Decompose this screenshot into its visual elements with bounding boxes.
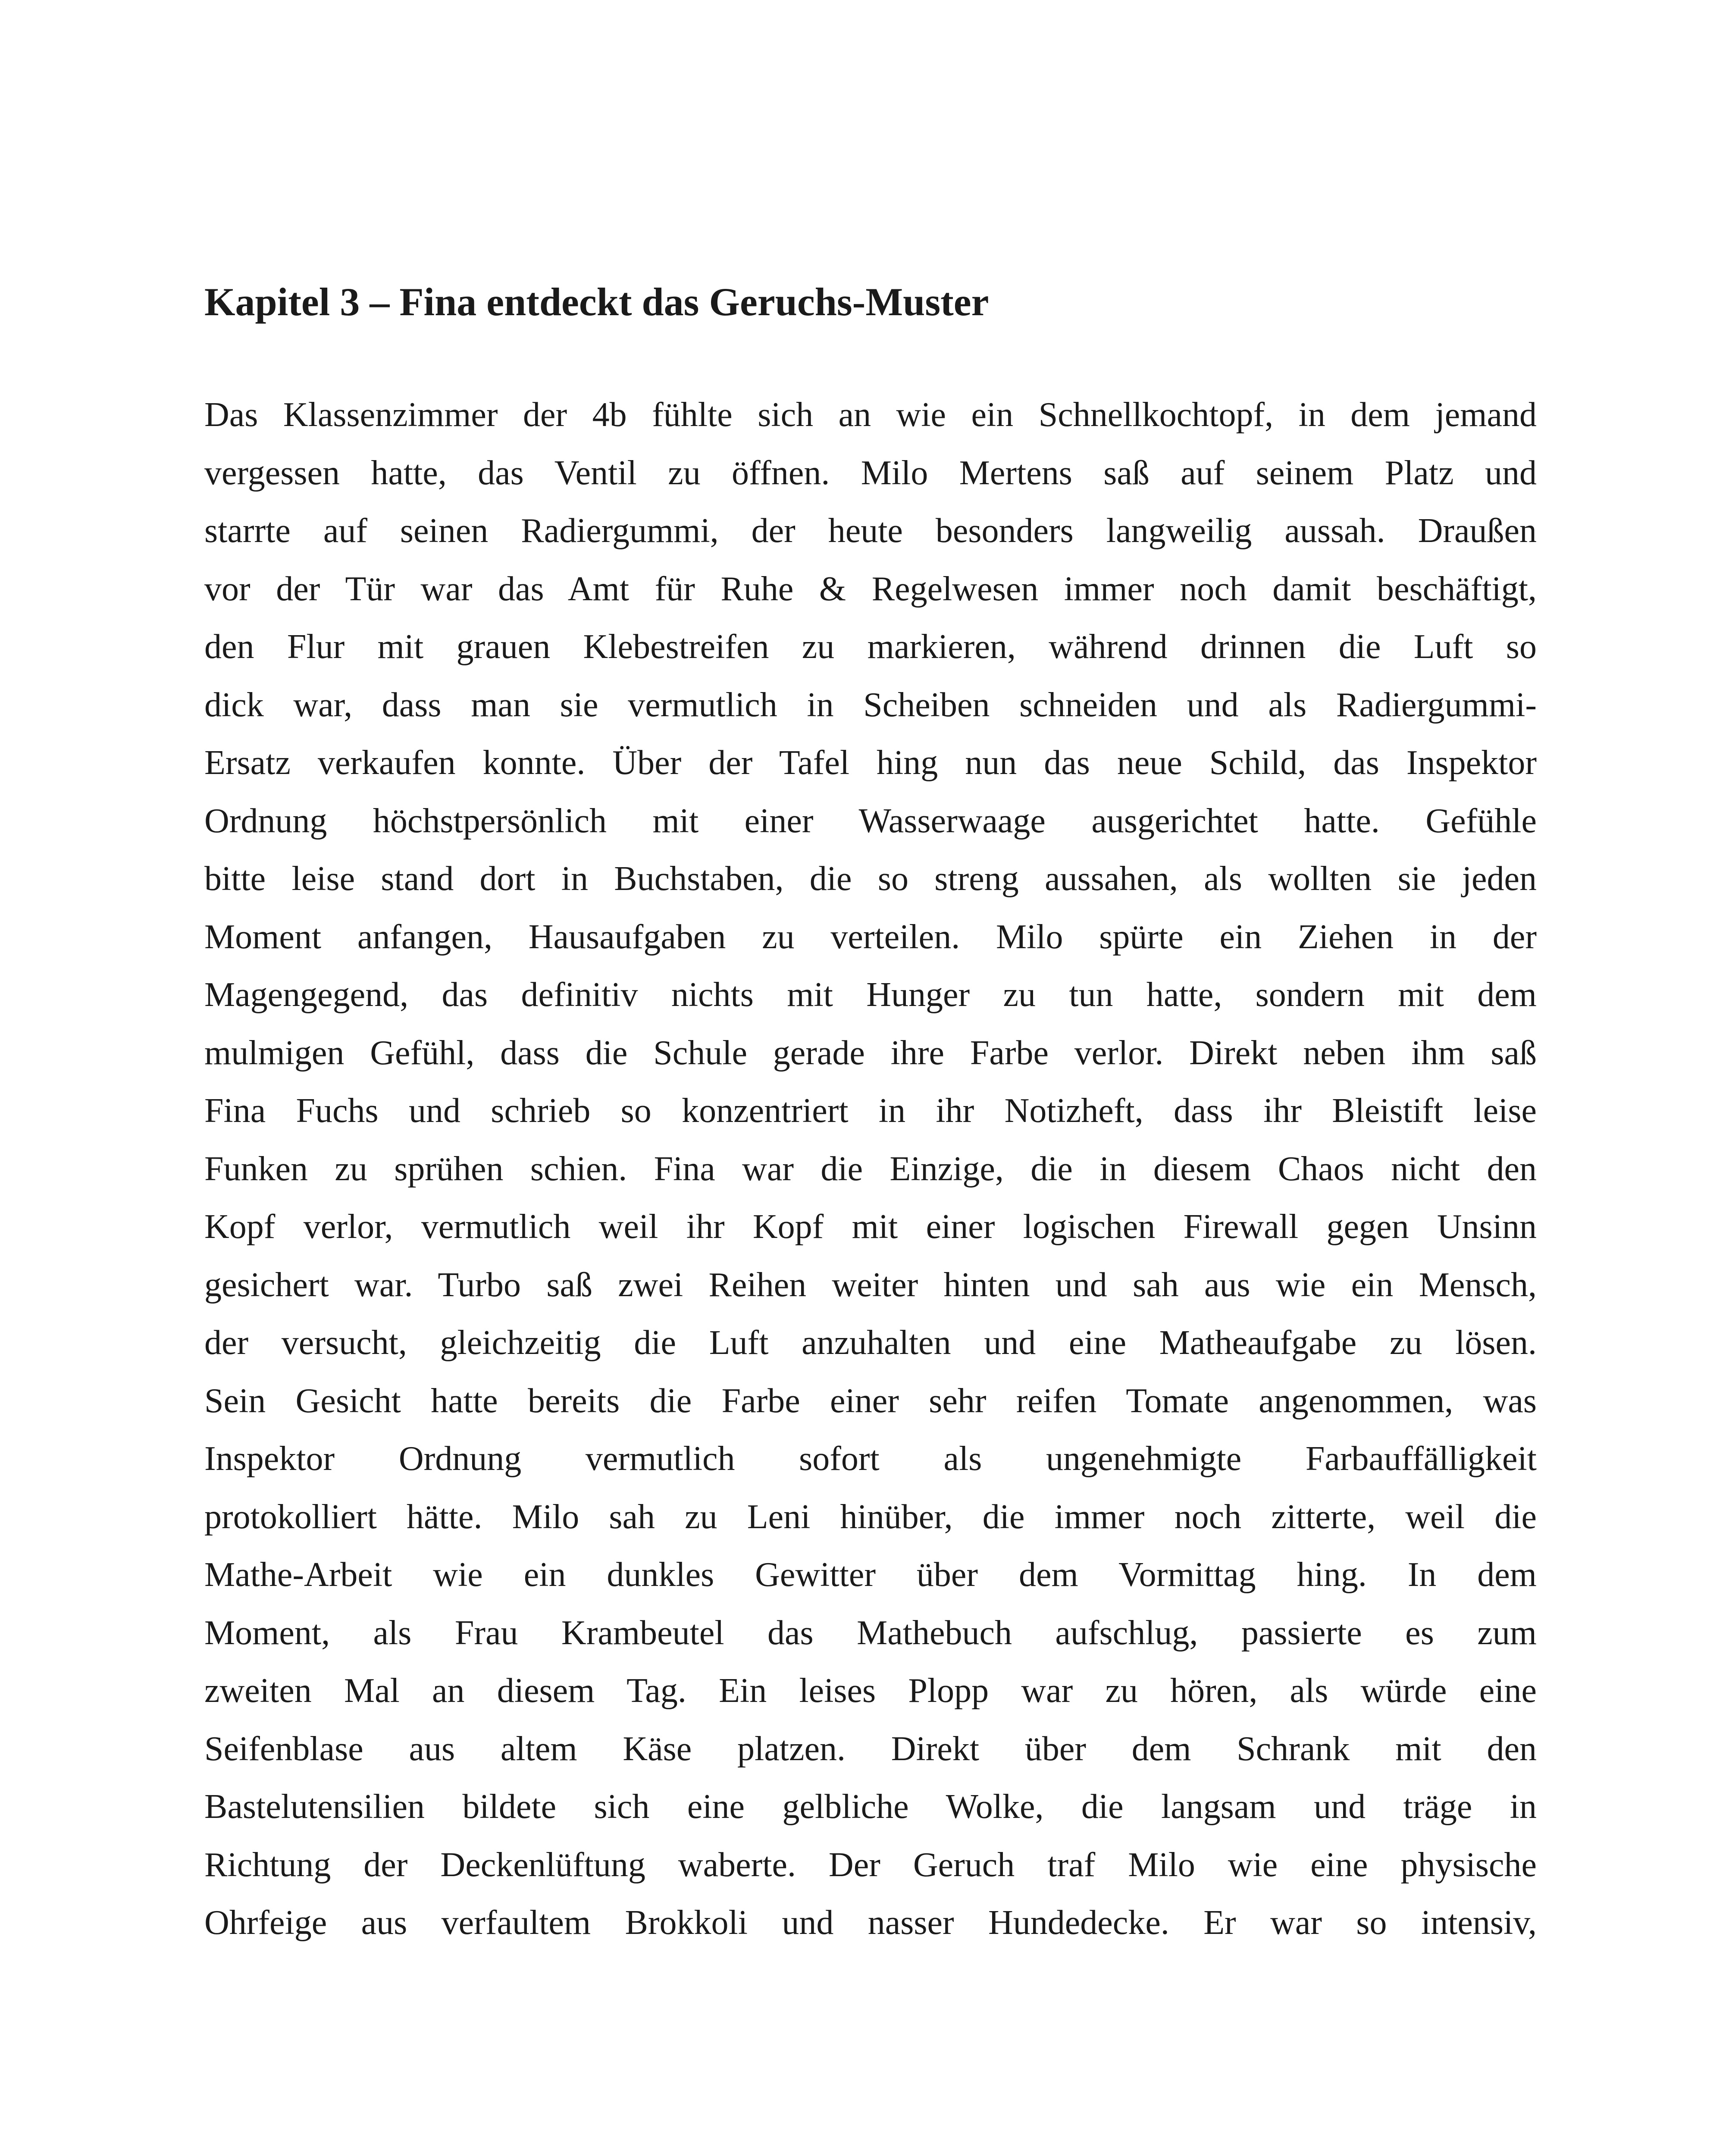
text-line: Magengegend, das definitiv nichts mit Hunger zu tun hatte, sondern mit dem bbox=[204, 976, 1537, 1014]
text-line: bitte leise stand dort in Buchstaben, die so streng aussahen, als wollten sie jeden bbox=[204, 860, 1537, 898]
text-line: Ordnung höchstpersönlich mit einer Wasserwaage ausgerichtet hatte. Gefühle bbox=[204, 802, 1537, 840]
text-line: Moment anfangen, Hausaufgaben zu verteilen. Milo spürte ein Ziehen in der bbox=[204, 918, 1537, 956]
text-line: gesichert war. Turbo saß zwei Reihen weiter hinten und sah aus wie ein Mensch, bbox=[204, 1266, 1537, 1304]
chapter-title: Kapitel 3 – Fina entdeckt das Geruchs-Muster bbox=[204, 280, 989, 324]
text-line: Funken zu sprühen schien. Fina war die Einzige, die in diesem Chaos nicht den bbox=[204, 1150, 1537, 1188]
text-line: Das Klassenzimmer der 4b fühlte sich an wie ein Schnellkochtopf, in dem jemand bbox=[204, 396, 1537, 434]
text-line: Inspektor Ordnung vermutlich sofort als ungenehmigte Farbauffälligkeit bbox=[204, 1440, 1537, 1478]
text-line: der versucht, gleichzeitig die Luft anzuhalten und eine Matheaufgabe zu lösen. bbox=[204, 1324, 1537, 1362]
text-line: Ohrfeige aus verfaultem Brokkoli und nasser Hundedecke. Er war so intensiv, bbox=[204, 1904, 1537, 1942]
text-line: protokolliert hätte. Milo sah zu Leni hinüber, die immer noch zitterte, weil die bbox=[204, 1498, 1537, 1536]
text-line: Sein Gesicht hatte bereits die Farbe einer sehr reifen Tomate angenommen, was bbox=[204, 1382, 1537, 1420]
text-line: Kopf verlor, vermutlich weil ihr Kopf mit einer logischen Firewall gegen Unsinn bbox=[204, 1208, 1537, 1246]
text-line: dick war, dass man sie vermutlich in Scheiben schneiden und als Radiergummi- bbox=[204, 686, 1537, 724]
text-line: Ersatz verkaufen konnte. Über der Tafel hing nun das neue Schild, das Inspektor bbox=[204, 744, 1537, 782]
text-line: den Flur mit grauen Klebestreifen zu markieren, während drinnen die Luft so bbox=[204, 628, 1537, 666]
text-line: zweiten Mal an diesem Tag. Ein leises Plopp war zu hören, als würde eine bbox=[204, 1672, 1537, 1710]
text-line: Richtung der Deckenlüftung waberte. Der Geruch traf Milo wie eine physische bbox=[204, 1846, 1537, 1884]
text-line: Moment, als Frau Krambeutel das Mathebuch aufschlug, passierte es zum bbox=[204, 1614, 1537, 1652]
text-line: mulmigen Gefühl, dass die Schule gerade ihre Farbe verlor. Direkt neben ihm saß bbox=[204, 1034, 1537, 1072]
text-line: Bastelutensilien bildete sich eine gelbliche Wolke, die langsam und träge in bbox=[204, 1788, 1537, 1826]
text-line: vergessen hatte, das Ventil zu öffnen. Milo Mertens saß auf seinem Platz und bbox=[204, 454, 1537, 492]
text-line: Mathe-Arbeit wie ein dunkles Gewitter über dem Vormittag hing. In dem bbox=[204, 1556, 1537, 1594]
text-line: Seifenblase aus altem Käse platzen. Direkt über dem Schrank mit den bbox=[204, 1730, 1537, 1768]
text-line: Fina Fuchs und schrieb so konzentriert in ihr Notizheft, dass ihr Bleistift leise bbox=[204, 1092, 1537, 1130]
body-paragraph bbox=[204, 386, 1537, 1952]
text-line: starrte auf seinen Radiergummi, der heute besonders langweilig aussah. Draußen bbox=[204, 512, 1537, 550]
text-line: vor der Tür war das Amt für Ruhe & Regelwesen immer noch damit beschäftigt, bbox=[204, 570, 1537, 608]
